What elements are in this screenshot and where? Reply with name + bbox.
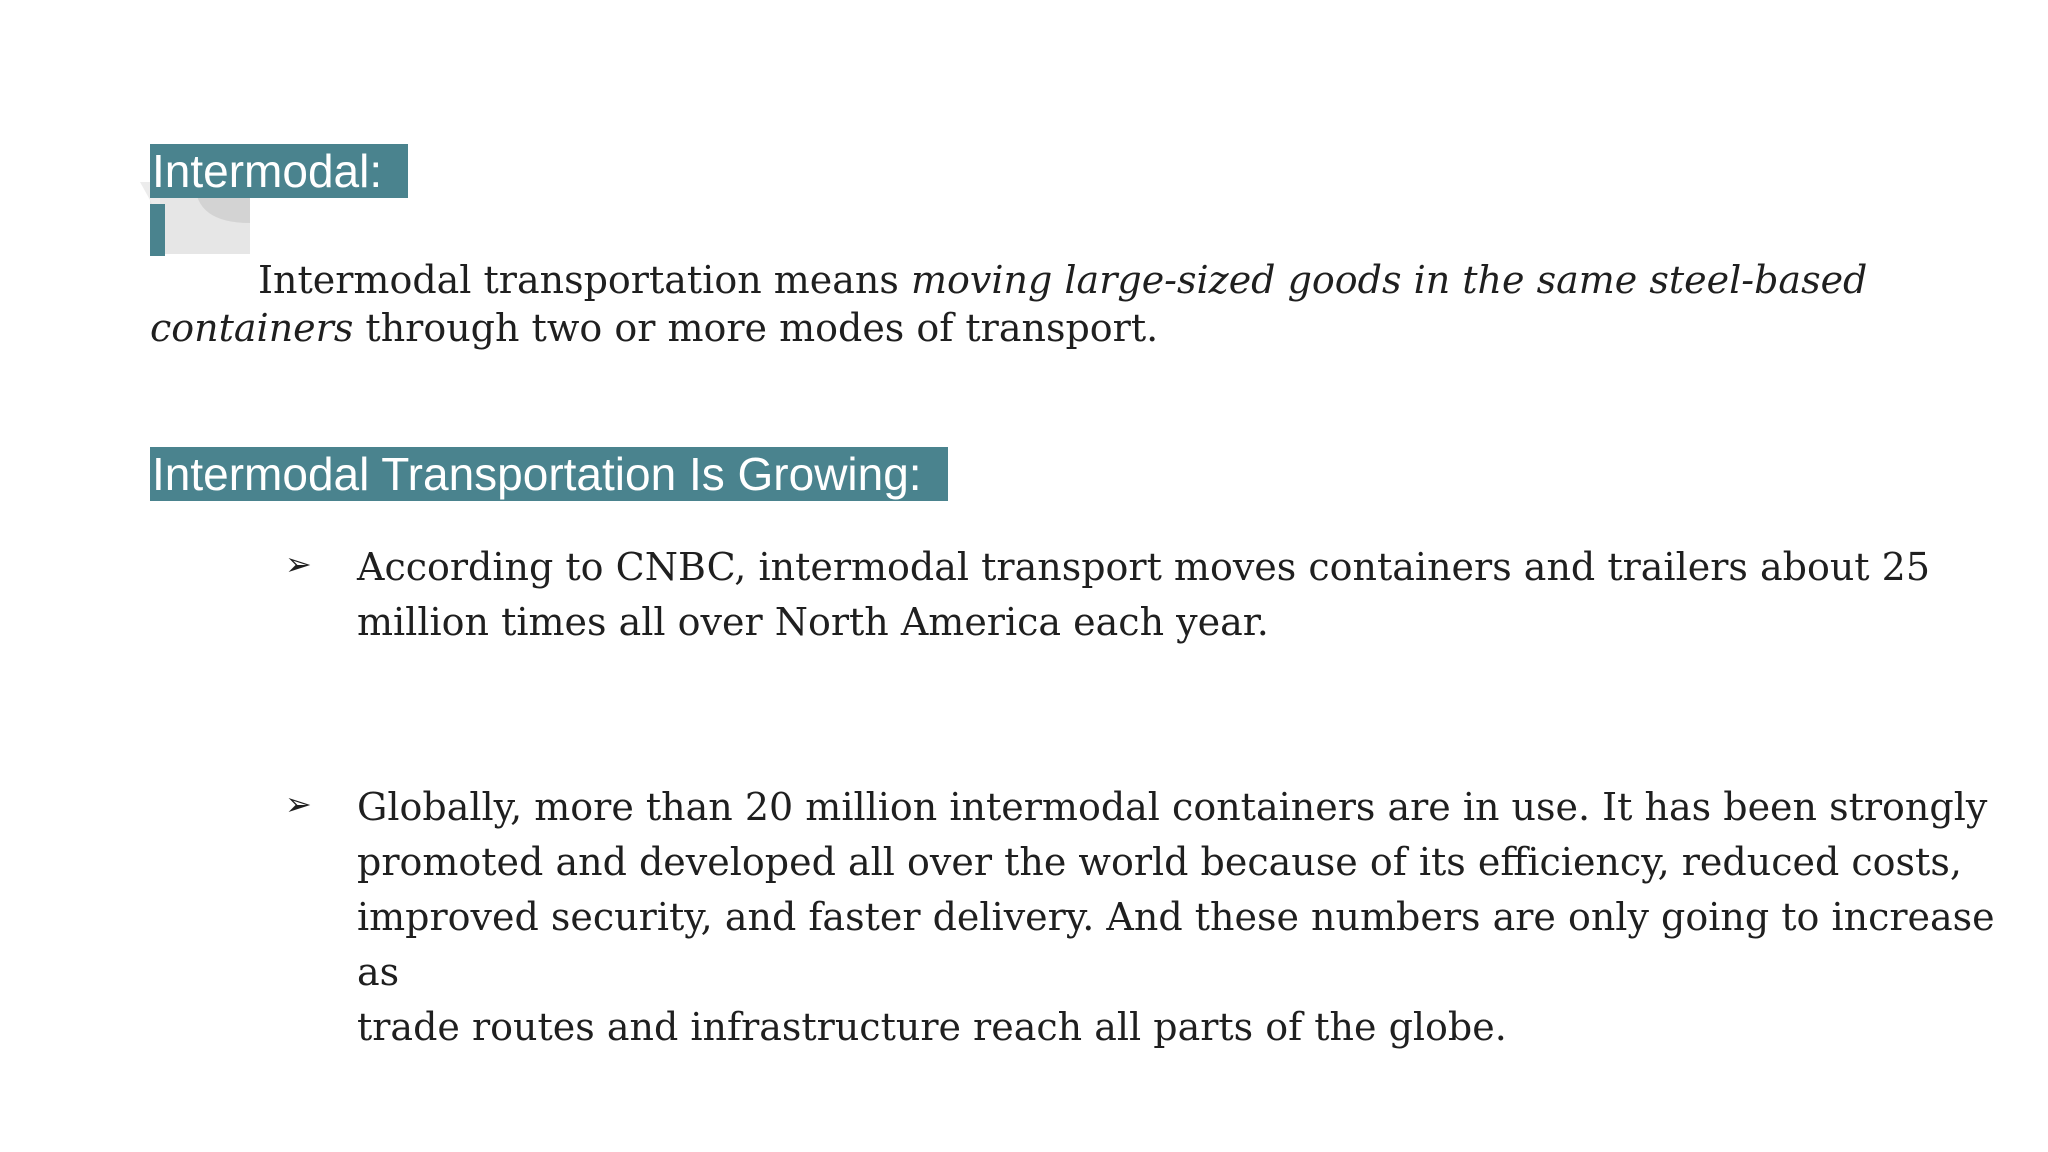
paragraph-tail: through two or more modes of transport. (353, 306, 1159, 350)
section-heading-intermodal: Intermodal: (150, 144, 408, 198)
paragraph-lead: Intermodal transportation means (258, 258, 911, 302)
paragraph-emphasis-2: containers (150, 306, 354, 350)
arrow-bullet-icon: ➢ (285, 545, 312, 583)
section-heading-growing: Intermodal Transportation Is Growing: (150, 447, 948, 501)
arrow-bullet-icon: ➢ (285, 785, 312, 823)
bullet-text: According to CNBC, intermodal transport moves containers and trailers about 25 million times all over North America each year. (357, 545, 1930, 644)
paragraph-emphasis-1: moving large-sized goods in the same steel-based (910, 258, 1868, 302)
bullet-text: Globally, more than 20 million intermodal containers are in use. It has been strongly promoted and developed all over the world because of its efficiency, reduced costs, improved security, and faster delivery. And these numbers are only going to increase as trade routes and infrastructure reach all parts of the globe. (357, 785, 1995, 1049)
intermodal-definition-paragraph (150, 256, 1870, 352)
heading-accent-bar (150, 204, 165, 256)
